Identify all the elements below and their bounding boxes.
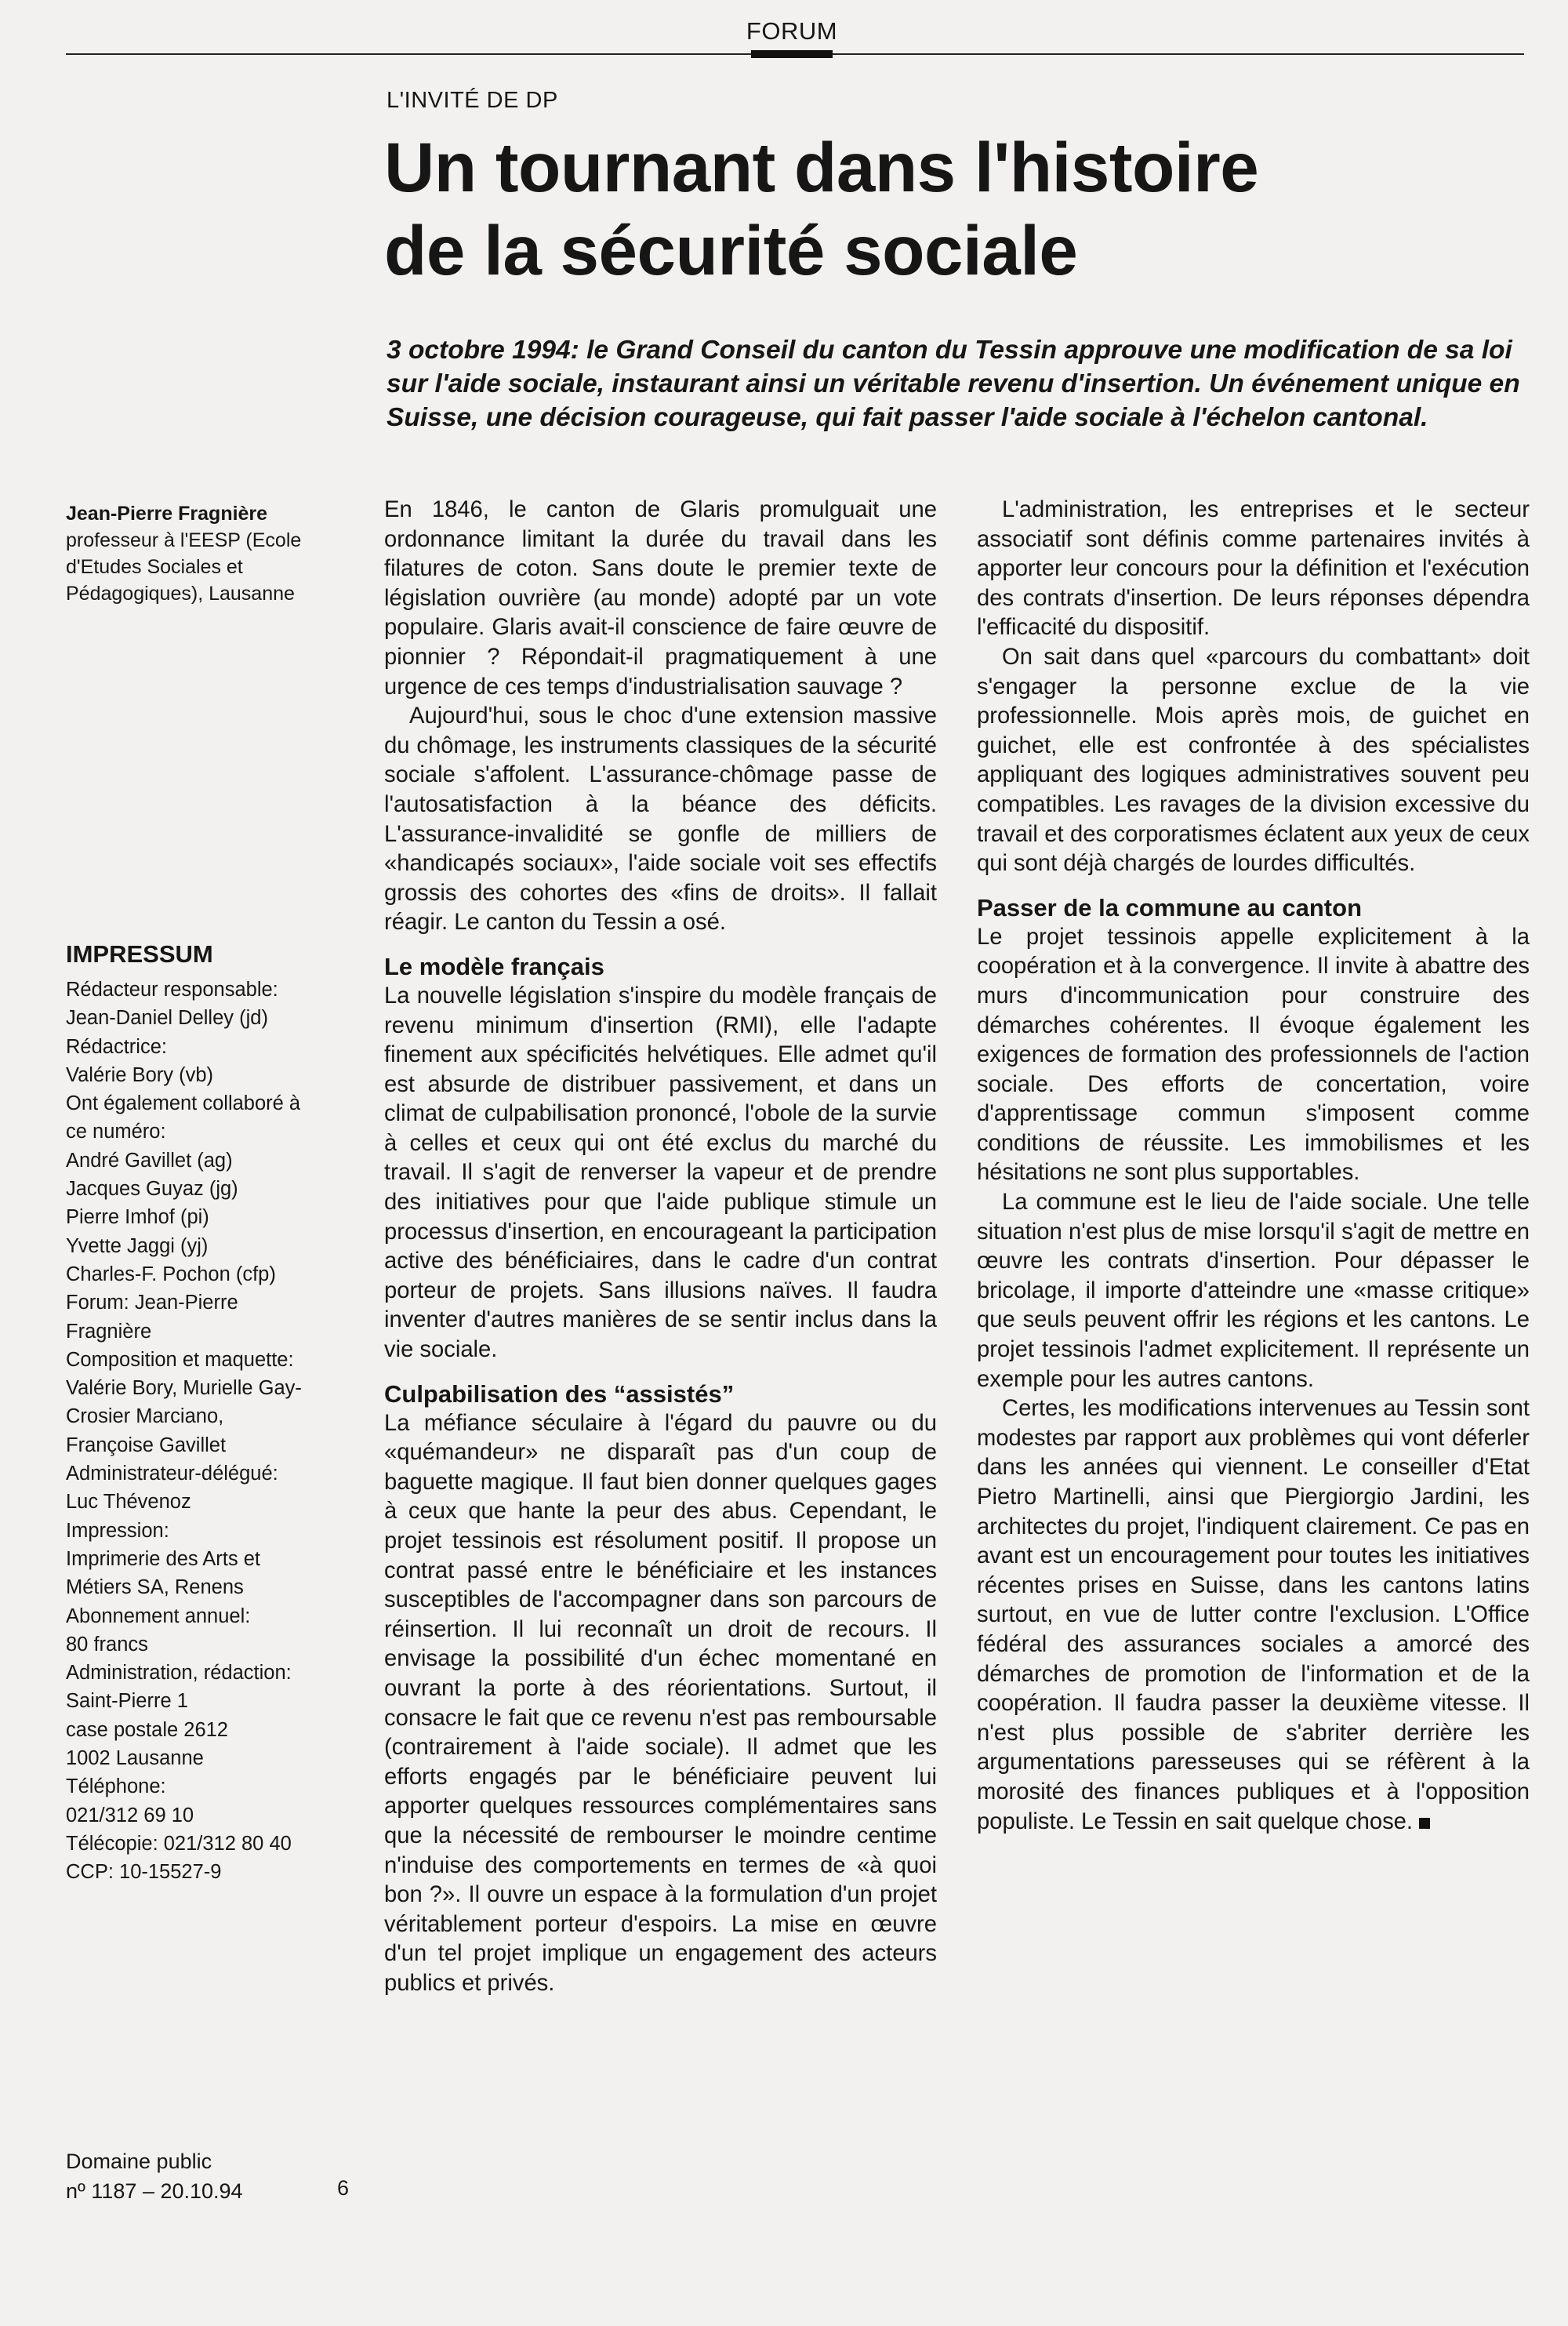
subhead: Le modèle français: [384, 952, 604, 980]
impressum-line: Métiers SA, Renens: [66, 1576, 244, 1599]
article-paragraph: Aujourd'hui, sous le choc d'une extension massive du chômage, les instruments classiques de la sécurité sociale s'affolent. L'assurance-chômage passe de l'autosatisfaction à la béance des déficits. L'assurance-invalidité se gonfle de milliers de «handicapés sociaux», l'aide sociale voit ses effectifs grossis des cohortes des «fins de droits». Il fallait réagir. Le canton du Tessin a osé.: [384, 703, 937, 936]
impressum-line: André Gavillet (ag): [66, 1149, 233, 1172]
impressum-line: Forum: Jean-Pierre: [66, 1292, 238, 1314]
impressum-line: 1002 Lausanne: [66, 1747, 204, 1770]
article-paragraph-final: [977, 1394, 1530, 1837]
impressum-line: Impression:: [66, 1519, 169, 1542]
impressum-line: 021/312 69 10: [66, 1804, 194, 1826]
impressum-line: CCP: 10-15527-9: [66, 1861, 222, 1884]
impressum-line: Ont également collaboré à: [66, 1092, 301, 1115]
issue-info: nº 1187 – 20.10.94: [66, 2179, 243, 2203]
article-paragraph: La méfiance séculaire à l'égard du pauvre ou du «quémandeur» ne disparaît pas d'un coup de baguette magique. Il faut bien donner quelques gages à ceux que hante la peur des abus. Cependant, le projet tessinois est résolument positif. Il propose un contrat passé entre le bénéficiaire et les instances susceptibles de l'accompagner dans son parcours de réinsertion. Il lui reconnaît un droit de recours. Il envisage la possibilité d'un échec momentané en ouvrant la porte à des réorientations. Surtout, il consacre le fait que ce revenu n'est pas remboursable (contrairement à l'aide sociale). Il admet que les efforts engagés par le bénéficiaire peuvent lui apporter quelques ressources complémentaires sans que la nécessité de rembourser le moindre centime n'induise des comportements en termes de «à quoi bon ?». Il ouvre un espace à la formulation d'un projet véritablement porteur d'espoirs. La mise en œuvre d'un tel projet implique un engagement des acteurs publics et privés.: [384, 1410, 937, 1996]
article-paragraph: On sait dans quel «parcours du combattant» doit s'engager la personne exclue de la vie professionnelle. Mois après mois, de guichet en guichet, elle est confrontée à des spécialistes appliquant des logiques administratives souvent peu compatibles. Les ravages de la division excessive du travail et des corporatismes éclatent aux yeux de ceux qui sont déjà chargés de lourdes difficultés.: [977, 644, 1530, 877]
impressum-line: Jacques Guyaz (jg): [66, 1178, 238, 1201]
impressum-line: Abonnement annuel:: [66, 1605, 251, 1627]
impressum-line: Pierre Imhof (pi): [66, 1206, 209, 1229]
article-kicker: L'INVITÉ DE DP: [387, 88, 558, 113]
impressum-line: case postale 2612: [66, 1718, 228, 1741]
article-lead: 3 octobre 1994: le Grand Conseil du canton du Tessin approuve une modification de sa loi sur l'aide sociale, instaurant ainsi un véritable revenu d'insertion. Un événement unique en Suisse, une décision courageuse, qui fait passer l'aide sociale à l'échelon cantonal.: [387, 336, 1520, 432]
impressum-line: Administration, rédaction:: [66, 1662, 292, 1685]
article-paragraph-text: Certes, les modifications intervenues au Tessin sont modestes par rapport aux problèmes qui vont déferler dans les années qui viennent. Le conseiller d'Etat Pietro Martinelli, ainsi que Piergiorgio Jardini, les architectes du projet, l'indiquent clairement. Ce pas en avant est un encouragement pour toutes les initiatives récentes prises en Suisse, dans les cantons latins surtout, en vue de lutter contre l'exclusion. L'Office fédéral des assurances sociales a amorcé des démarches de promotion de l'information et de la coopération. Il faudra passer la deuxième vitesse. Il n'est plus possible de s'abriter derrière les argumentations paresseuses qui se réfèrent à la morosité des finances publiques et à l'opposition populiste. Le Tessin en sait quelque chose.: [977, 1396, 1530, 1834]
article-column-2: [977, 496, 1530, 1837]
end-of-article-mark: [1419, 1818, 1430, 1829]
impressum-line: Rédactrice:: [66, 1035, 167, 1058]
impressum-line: Jean-Daniel Delley (jd): [66, 1007, 268, 1030]
impressum-line: Crosier Marciano,: [66, 1405, 224, 1428]
impressum-line: 80 francs: [66, 1633, 148, 1655]
header-rule-accent: [751, 50, 833, 58]
publication-name: Domaine public: [66, 2150, 212, 2173]
author-role: professeur à l'EESP (Ecole d'Etudes Sociales et Pédagogiques), Lausanne: [66, 529, 302, 605]
article-column-1: [384, 496, 937, 1999]
page-footer: [66, 2146, 364, 2206]
impressum-line: Administrateur-délégué:: [66, 1463, 278, 1485]
impressum-line: ce numéro:: [66, 1121, 166, 1143]
impressum-line: Rédacteur responsable:: [66, 979, 278, 1001]
article-paragraph: Le projet tessinois appelle explicitement à la coopération et à la convergence. Il invite à abattre des murs d'incommunication pour construire des démarches cohérentes. Il évoque également les exigences de formation des professionnels de l'action sociale. Des efforts de concertation, voire d'apprentissage commun s'imposent comme conditions de réussite. Les immobilismes et les hésitations ne sont plus supportables.: [977, 924, 1530, 1186]
subhead: Culpabilisation des “assistés”: [384, 1379, 735, 1408]
author-name: Jean-Pierre Fragnière: [66, 503, 268, 525]
impressum-line: Composition et maquette:: [66, 1348, 294, 1371]
impressum-line: Françoise Gavillet: [66, 1434, 227, 1456]
impressum-line: Charles-F. Pochon (cfp): [66, 1263, 276, 1285]
article-paragraph: La commune est le lieu de l'aide sociale. Une telle situation n'est plus de mise lorsqu'il s'agit de mettre en œuvre les contrats d'insertion. Pour dépasser le bricolage, il importe d'atteindre une «masse critique» que seuls peuvent offrir les régions et les cantons. Le projet tessinois l'admet explicitement. Il représente un exemple pour les autres cantons.: [977, 1190, 1530, 1392]
impressum-line: Valérie Bory, Murielle Gay-: [66, 1377, 302, 1400]
article-paragraph: La nouvelle législation s'inspire du modèle français de revenu minimum d'insertion (RMI), elle l'adapte finement aux spécificités helvétiques. Elle admet qu'il est absurde de distribuer passivement, et dans un climat de culpabilisation prononcé, l'obole de la survie à celles et ceux qui ont été exclus du marché du travail. Il s'agit de renverser la vapeur et de prendre des initiatives pour que l'aide publique stimule un processus d'insertion, en encourageant la participation active des bénéficiaires, dans le cadre d'un contrat porteur de projets. Sans illusions naïves. Il faudra inventer d'autres manières de se sentir inclus dans la vie sociale.: [384, 983, 937, 1363]
impressum-line: Yvette Jaggi (yj): [66, 1234, 209, 1257]
article-title-line-2: de la sécurité sociale: [384, 211, 1078, 289]
impressum-line: Valérie Bory (vb): [66, 1063, 214, 1086]
page-number: 6: [337, 2176, 350, 2200]
impressum-line: Imprimerie des Arts et: [66, 1547, 260, 1570]
impressum-line: Luc Thévenoz: [66, 1491, 191, 1514]
article-paragraph: L'administration, les entreprises et le secteur associatif sont définis comme partenaires invités à apporter leur concours pour la définition et l'exécution des contrats d'insertion. De leurs réponses dépendra l'efficacité du dispositif.: [977, 497, 1530, 641]
article-title: [384, 125, 1403, 292]
impressum-line: Télécopie: 021/312 80 40: [66, 1832, 292, 1855]
impressum-line: Saint-Pierre 1: [66, 1690, 188, 1713]
subhead: Passer de la commune au canton: [977, 893, 1363, 921]
impressum-line: Fragnière: [66, 1320, 152, 1343]
article-title-line-1: Un tournant dans l'histoire: [384, 128, 1259, 206]
section-label: FORUM: [746, 17, 838, 45]
impressum-line: Téléphone:: [66, 1775, 166, 1798]
impressum: [66, 938, 356, 1887]
author-block: [66, 500, 356, 607]
article-paragraph: En 1846, le canton de Glaris promulguait une ordonnance limitant la durée du travail dans les filatures de coton. Sans doute le premier texte de législation ouvrière (au monde) adopté par un vote populaire. Glaris avait-il conscience de faire œuvre de pionnier ? Répondait-il pragmatiquement à une urgence de ces temps d'industrialisation sauvage ?: [384, 497, 937, 700]
impressum-title: IMPRESSUM: [66, 940, 213, 968]
